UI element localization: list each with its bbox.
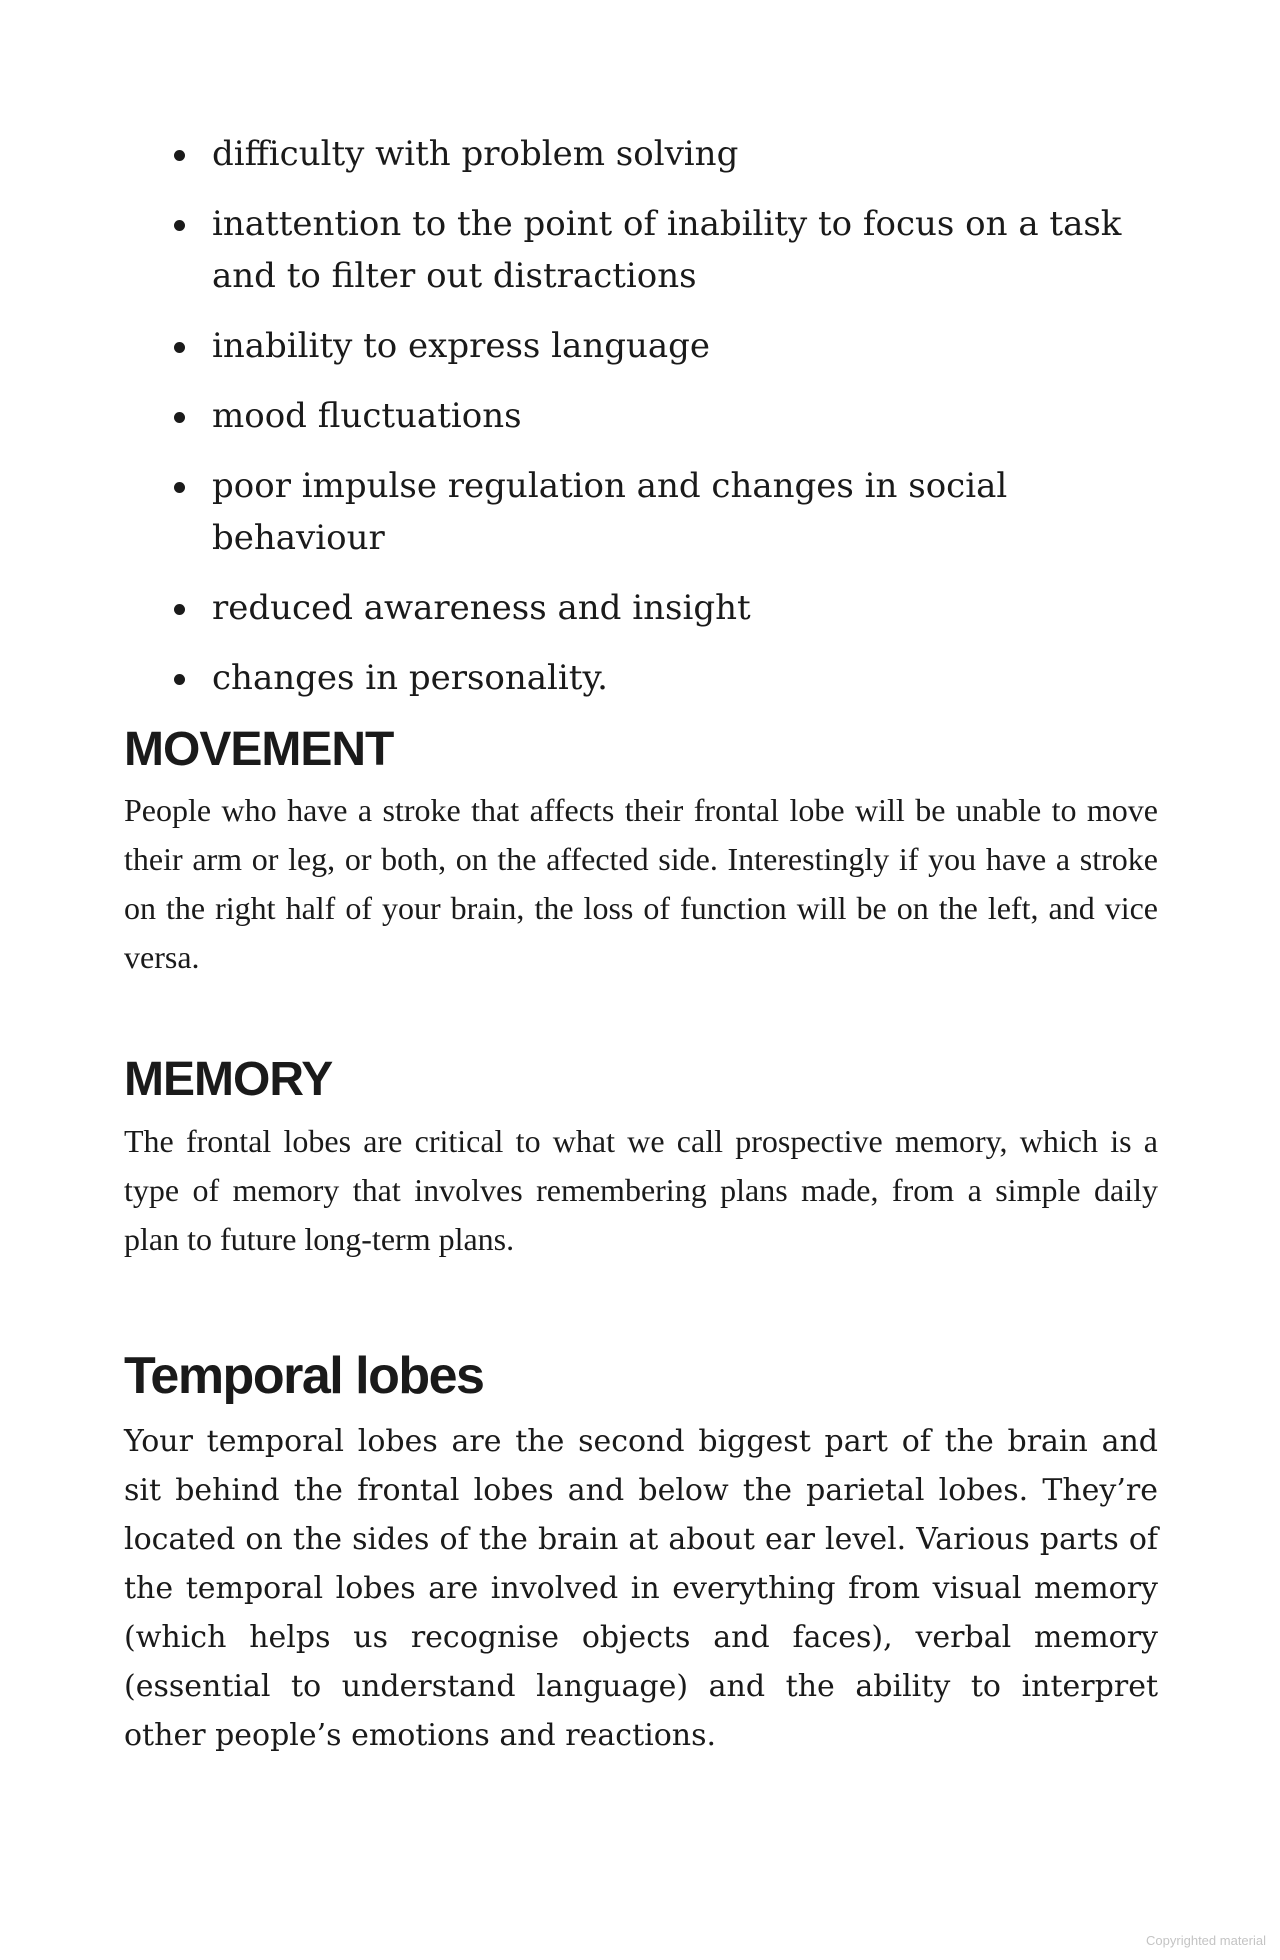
movement-heading: MOVEMENT <box>124 723 394 776</box>
temporal-lobes-paragraph: Your temporal lobes are the second biggest part of the brain and sit behind the frontal lobes and below the parietal lobes. They’re located on the sides of the brain at about ear level. Various parts of the temporal lobes are involved in everything from visual memory (which helps us recognise objects and faces), verbal memory (essential to understand language) and the ability to interpret other people’s emotions and reactions. <box>124 1424 1158 1753</box>
list-item <box>174 652 1158 704</box>
list-item <box>174 198 1158 302</box>
bullet-icon <box>174 150 185 161</box>
list-item <box>174 320 1158 372</box>
bullet-icon <box>174 412 185 423</box>
temporal-lobes-heading: Temporal lobes <box>124 1347 484 1405</box>
list-item-text: inability to express language <box>212 326 711 366</box>
list-item-text: mood fluctuations <box>212 396 522 436</box>
symptom-list <box>174 128 1158 722</box>
bullet-icon <box>174 604 185 615</box>
copyright-notice: Copyrighted material <box>1146 1933 1266 1948</box>
bullet-icon <box>174 342 185 353</box>
list-item <box>174 460 1158 564</box>
list-item-text: difficulty with problem solving <box>212 134 739 174</box>
memory-heading: MEMORY <box>124 1053 333 1106</box>
bullet-icon <box>174 482 185 493</box>
list-item-text: poor impulse regulation and changes in social behaviour <box>212 466 1008 558</box>
list-item-text: reduced awareness and insight <box>212 588 751 628</box>
bullet-icon <box>174 220 185 231</box>
bullet-icon <box>174 674 185 685</box>
list-item-text: changes in personality. <box>212 658 608 698</box>
list-item <box>174 128 1158 180</box>
list-item-text: inattention to the point of inability to focus on a task and to filter out distractions <box>212 204 1122 296</box>
list-item <box>174 390 1158 442</box>
memory-paragraph: The frontal lobes are critical to what we call prospective memory, which is a type of memory that involves remembering plans made, from a simple daily plan to future long-term plans. <box>124 1123 1158 1257</box>
list-item <box>174 582 1158 634</box>
movement-paragraph: People who have a stroke that affects their frontal lobe will be unable to move their arm or leg, or both, on the affected side. Interestingly if you have a stroke on the right half of your brain, the loss of function will be on the left, and vice versa. <box>124 792 1158 975</box>
